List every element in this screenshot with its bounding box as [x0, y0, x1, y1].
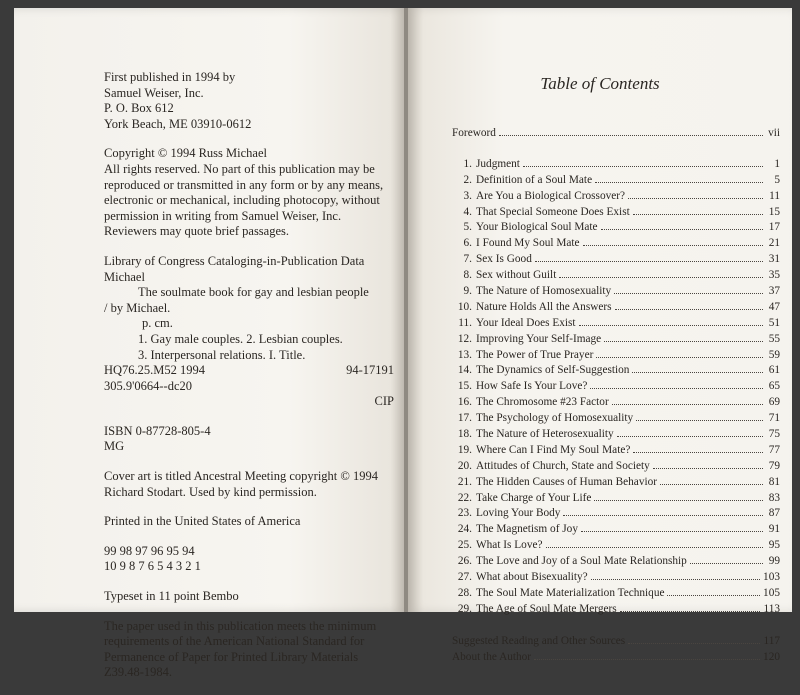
isbn-code: MG [104, 439, 125, 454]
chapter-number: 12. [457, 332, 472, 345]
leader-dots [559, 277, 763, 278]
dewey-number: 305.9'0664--dc20 [104, 378, 193, 393]
toc-entry-chapter [452, 317, 780, 333]
leader-dots [628, 198, 763, 199]
toc-entry-chapter [452, 523, 780, 539]
toc-page-number: 17 [768, 221, 780, 234]
toc-page-number: 35 [768, 269, 780, 282]
cataloging-title: The soulmate book for gay and lesbian people [138, 285, 369, 300]
toc-entry-chapter [452, 206, 780, 222]
leader-dots [667, 595, 760, 596]
toc-entry-label [452, 507, 560, 519]
chapter-title: Loving Your Body [476, 507, 561, 520]
cataloging-title: / by Michael. [104, 300, 171, 315]
toc-entry-label [452, 174, 592, 186]
paper-line: Z39.48-1984. [104, 665, 173, 680]
toc-entry-label [452, 349, 593, 361]
cover-art-line: Richard Stodart. Used by kind permission. [104, 484, 317, 499]
cip-label: CIP [374, 394, 394, 409]
toc-page-number: 91 [768, 523, 780, 536]
leader-dots [594, 500, 763, 501]
chapter-title: The Love and Joy of a Soul Mate Relationship [476, 555, 687, 568]
rights-notice [104, 146, 394, 240]
leader-dots [534, 659, 760, 660]
toc-entry-suggested-reading [452, 635, 780, 651]
chapter-title: Sex without Guilt [476, 269, 557, 282]
toc-page-number: 75 [768, 428, 780, 441]
chapter-title: What Is Love? [476, 539, 543, 552]
toc-page-number: 47 [768, 300, 780, 313]
toc-page-number: 105 [763, 586, 780, 599]
chapter-number: 20. [457, 459, 472, 472]
leader-dots [579, 325, 763, 326]
leader-dots [590, 388, 763, 389]
leader-dots [499, 135, 763, 136]
copyright-text [104, 70, 394, 695]
toc-page-number: 11 [769, 189, 780, 202]
typeset-note: Typeset in 11 point Bembo [104, 589, 239, 604]
chapter-number: 1. [463, 157, 472, 170]
rights-line: Reviewers may quote brief passages. [104, 224, 290, 239]
leader-dots [591, 579, 760, 580]
chapter-title: I Found My Soul Mate [476, 237, 580, 250]
toc-page-number: 21 [768, 237, 780, 250]
toc-page-number: 15 [768, 205, 780, 218]
toc-entry-chapter [452, 507, 780, 523]
publication-line: First published in 1994 by [104, 70, 236, 84]
chapter-title: Improving Your Self-Image [476, 332, 602, 345]
toc-page-number: 77 [768, 443, 780, 456]
chapter-number: 17. [457, 412, 472, 425]
paper-line: Permanence of Paper for Printed Library Materials [104, 649, 359, 664]
toc-entry-label [452, 555, 687, 567]
toc-entry-label [452, 237, 580, 249]
publication-line: P. O. Box 612 [104, 101, 174, 116]
toc-entry-label [452, 539, 543, 551]
publication-line: Samuel Weiser, Inc. [104, 85, 204, 100]
toc-entry-label [452, 460, 650, 472]
chapter-title: Nature Holds All the Answers [476, 300, 612, 313]
chapter-number: 19. [457, 443, 472, 456]
toc-entry-label [452, 428, 614, 440]
toc-entry-label [452, 221, 598, 233]
paper-line: The paper used in this publication meets the minimum [104, 618, 377, 633]
chapter-number: 18. [457, 428, 472, 441]
call-number: HQ76.25.M52 1994 [104, 363, 206, 378]
chapter-number: 2. [463, 173, 472, 186]
toc-page-number: 103 [763, 571, 780, 584]
printing-line: 10 9 8 7 6 5 4 3 2 1 [104, 559, 201, 574]
toc-page-number: 113 [763, 602, 780, 615]
toc-page-number: 87 [768, 507, 780, 520]
toc-entry-label [452, 523, 578, 535]
toc-entry-label [452, 317, 576, 329]
toc-entry-chapter [452, 428, 780, 444]
chapter-number: 16. [457, 396, 472, 409]
isbn-info [104, 424, 394, 455]
rights-line: permission in writing from Samuel Weiser, Inc. [104, 208, 342, 223]
cataloging-subject: 1. Gay male couples. 2. Lesbian couples. [138, 331, 343, 346]
leader-dots [583, 245, 763, 246]
toc-entry-chapter [452, 555, 780, 571]
chapter-number: 21. [457, 475, 472, 488]
leader-dots [653, 468, 763, 469]
chapter-number: 5. [463, 221, 472, 234]
toc-entry-label [452, 285, 611, 297]
toc-entry-label: About the Author [452, 650, 532, 663]
chapter-number: 28. [457, 586, 472, 599]
chapter-number: 10. [457, 300, 472, 313]
toc-entry-label [452, 269, 556, 281]
cataloging-pcm: p. cm. [142, 316, 173, 331]
toc-entry-chapter [452, 571, 780, 587]
leader-dots [595, 182, 763, 183]
chapter-title: That Special Someone Does Exist [476, 205, 630, 218]
chapter-number: 6. [463, 237, 472, 250]
toc-page-number: 81 [768, 475, 780, 488]
chapter-title: Your Biological Soul Mate [476, 221, 598, 234]
isbn: ISBN 0-87728-805-4 [104, 423, 211, 438]
chapter-number: 13. [457, 348, 472, 361]
toc-entry-chapter [452, 349, 780, 365]
chapter-number: 11. [458, 316, 472, 329]
leader-dots [636, 420, 763, 421]
chapter-title: How Safe Is Your Love? [476, 380, 588, 393]
toc-page-number: 55 [768, 332, 780, 345]
chapter-title: The Power of True Prayer [476, 348, 594, 361]
paper-line: requirements of the American National Standard for [104, 634, 365, 649]
toc-entry-chapter [452, 174, 780, 190]
chapter-number: 9. [463, 285, 472, 298]
toc-entry-chapter [452, 158, 780, 174]
toc-entry-chapter [452, 492, 780, 508]
toc-entry-chapter [452, 364, 780, 380]
publication-line: York Beach, ME 03910-0612 [104, 116, 252, 131]
copyright-page [14, 8, 406, 680]
leader-dots [581, 531, 763, 532]
cataloging-author: Michael [104, 269, 145, 284]
leader-dots [614, 293, 763, 294]
toc-page-number: 65 [768, 380, 780, 393]
chapter-number: 29. [457, 602, 472, 615]
chapter-number: 24. [457, 523, 472, 536]
leader-dots [633, 452, 763, 453]
toc-entry-label [452, 444, 630, 456]
leader-dots [596, 357, 763, 358]
chapter-title: Take Charge of Your Life [476, 491, 592, 504]
toc-entry-foreword [452, 127, 780, 143]
leader-dots [620, 611, 761, 612]
toc-list [452, 127, 780, 667]
leader-dots [660, 484, 763, 485]
toc-entry-label [452, 587, 664, 599]
chapter-title: The Nature of Homosexuality [476, 285, 612, 298]
toc-page-number: 71 [768, 412, 780, 425]
toc-page-number: 1 [774, 157, 780, 170]
leader-dots [604, 341, 763, 342]
toc-entry-label [452, 603, 617, 615]
chapter-title: Sex Is Good [476, 253, 532, 266]
publication-info [104, 70, 394, 132]
chapter-title: The Soul Mate Materialization Technique [476, 586, 665, 599]
chapter-title: The Chromosome #23 Factor [476, 396, 609, 409]
printed-in: Printed in the United States of America [104, 514, 301, 529]
toc-entry-label [452, 396, 609, 408]
toc-page-number: 37 [768, 285, 780, 298]
chapter-title: Where Can I Find My Soul Mate? [476, 443, 631, 456]
leader-dots [690, 563, 763, 564]
rights-line: All rights reserved. No part of this publication may be [104, 161, 375, 176]
leader-dots [612, 404, 763, 405]
toc-entry-label [452, 190, 625, 202]
chapter-number: 4. [463, 205, 472, 218]
toc-entry-label [452, 253, 532, 265]
chapter-number: 7. [463, 253, 472, 266]
chapter-title: Judgment [476, 157, 520, 170]
toc-entry-label [452, 412, 633, 424]
toc-entry-about-author [452, 651, 780, 667]
toc-entry-chapter [452, 476, 780, 492]
cataloging-heading: Library of Congress Cataloging-in-Publication Data [104, 253, 365, 268]
toc-entry-label [452, 492, 591, 504]
toc-entry-label [452, 476, 657, 488]
chapter-number: 8. [463, 269, 472, 282]
leader-dots [633, 214, 763, 215]
toc-entry-chapter [452, 444, 780, 460]
chapter-title: The Psychology of Homosexuality [476, 412, 634, 425]
toc-page-number: 99 [768, 555, 780, 568]
leader-dots [617, 436, 763, 437]
toc-entry-chapter [452, 221, 780, 237]
toc-page-number: 31 [768, 253, 780, 266]
cover-art-credit [104, 469, 394, 500]
chapter-number: 26. [457, 555, 472, 568]
toc-entry-chapter [452, 412, 780, 428]
cataloging-call-row [104, 363, 394, 379]
toc-entry-chapter [452, 460, 780, 476]
chapter-title: The Dynamics of Self-Suggestion [476, 364, 630, 377]
chapter-number: 14. [457, 364, 472, 377]
toc-entry-chapter [452, 237, 780, 253]
chapter-title: The Magnetism of Joy [476, 523, 578, 536]
chapter-title: Attitudes of Church, State and Society [476, 459, 650, 472]
chapter-title: Definition of a Soul Mate [476, 173, 593, 186]
chapter-title: The Nature of Heterosexuality [476, 428, 614, 441]
toc-entry-label: Foreword [452, 127, 496, 139]
cover-art-line: Cover art is titled Ancestral Meeting copyright © 1994 [104, 469, 379, 484]
toc-entry-chapter [452, 253, 780, 269]
chapter-number: 27. [457, 571, 472, 584]
chapter-number: 25. [457, 539, 472, 552]
leader-dots [615, 309, 763, 310]
chapter-number: 22. [457, 491, 472, 504]
rights-line: reproduced or transmitted in any form or by any means, [104, 177, 384, 192]
contents-page [408, 8, 792, 663]
toc-entry-label: Suggested Reading and Other Sources [452, 634, 626, 647]
toc-entry-label [452, 158, 520, 170]
toc-page-number: 5 [774, 173, 780, 186]
chapter-title: Your Ideal Does Exist [476, 316, 576, 329]
toc-entry-chapter [452, 396, 780, 412]
rights-line: electronic or mechanical, including photocopy, without [104, 193, 380, 208]
chapter-number: 23. [457, 507, 472, 520]
cataloging-data [104, 254, 394, 410]
toc-page-number: 117 [763, 634, 780, 647]
toc-entry-chapter [452, 301, 780, 317]
toc-page-number: 120 [763, 650, 780, 663]
toc-entry-label [452, 380, 587, 392]
toc-page-number: 61 [768, 364, 780, 377]
leader-dots [535, 261, 763, 262]
chapter-number: 15. [457, 380, 472, 393]
chapter-title: The Age of Soul Mate Mergers [476, 602, 617, 615]
leader-dots [563, 515, 763, 516]
printing-line: 99 98 97 96 95 94 [104, 543, 195, 558]
toc-page-number: vii [768, 127, 780, 139]
printing-lines [104, 544, 394, 575]
rights-line: Copyright © 1994 Russ Michael [104, 146, 267, 161]
toc-page-number: 59 [768, 348, 780, 361]
toc-chapters [452, 158, 780, 619]
toc-entry-chapter [452, 269, 780, 285]
toc-entry-chapter [452, 380, 780, 396]
toc-entry-chapter [452, 190, 780, 206]
paper-note [104, 619, 394, 681]
toc-entry-label [452, 364, 629, 376]
toc-page-number: 79 [768, 459, 780, 472]
chapter-number: 3. [463, 189, 472, 202]
chapter-title: The Hidden Causes of Human Behavior [476, 475, 658, 488]
toc-entry-label [452, 301, 612, 313]
leader-dots [601, 229, 763, 230]
toc-entry-chapter [452, 285, 780, 301]
toc-title: Table of Contents [540, 74, 660, 93]
chapter-title: What about Bisexuality? [476, 571, 588, 584]
toc-entry-label [452, 206, 630, 218]
toc-page-number: 69 [768, 396, 780, 409]
lccn: 94-17191 [346, 363, 394, 378]
leader-dots [523, 166, 763, 167]
toc-entry-label [452, 571, 588, 583]
toc-page-number: 51 [768, 316, 780, 329]
toc-entry-chapter [452, 587, 780, 603]
toc-page-number: 95 [768, 539, 780, 552]
toc-entry-label [452, 333, 601, 345]
toc-entry-chapter [452, 539, 780, 555]
leader-dots [632, 372, 763, 373]
cataloging-subject: 3. Interpersonal relations. I. Title. [138, 347, 306, 362]
chapter-title: Are You a Biological Crossover? [476, 189, 626, 202]
toc-entry-chapter [452, 603, 780, 619]
toc-page-number: 83 [768, 491, 780, 504]
leader-dots [628, 643, 760, 644]
toc-entry-chapter [452, 333, 780, 349]
leader-dots [546, 547, 764, 548]
